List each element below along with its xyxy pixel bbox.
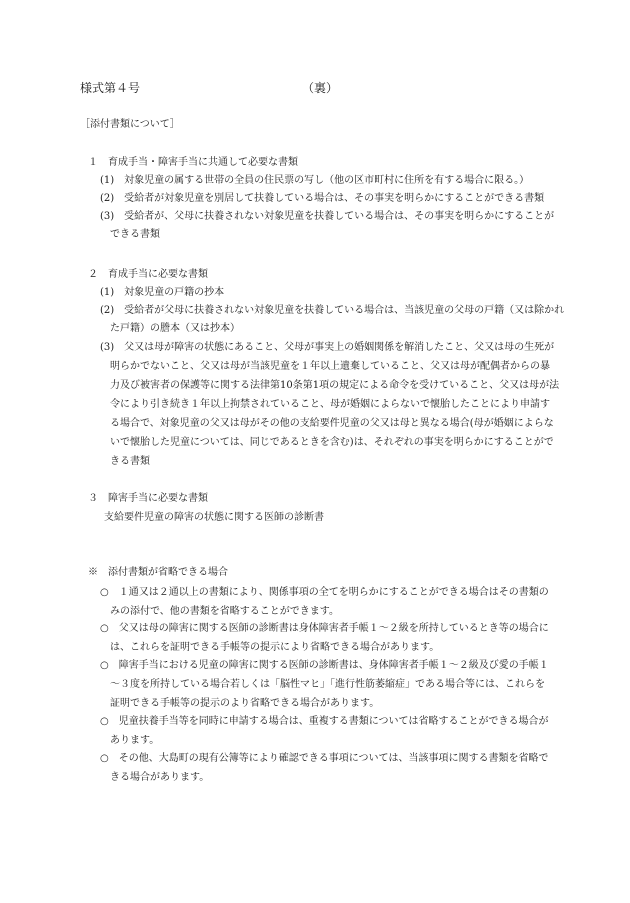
section-1-item-3: (3) 受給者が、父母に扶養されない対象児童を扶養している場合は、その事実を明らかにすることが [100,211,555,222]
section-2-item-3-line-6: いで懐胎した児童については、同じであるときを含む)は、それぞれの事実を明らかにすることがで [110,437,554,448]
section-1-item-1: (1) 対象児童の属する世帯の全員の住民票の写し（他の区市町村に住所を有する場合に限る。） [100,175,530,186]
section-2-item-3-line-3: 力及び被害者の保護等に関する法律第10条第1項の規定による命令を受けていること、父又は母が法 [110,380,560,391]
note-4-cont: あります。 [110,735,160,746]
note-3: ○ 障害手当における児童の障害に関する医師の診断書は、身体障害者手帳１～２級及び愛の手帳１ [100,660,549,671]
note-3-line-2: ～３度を所持している場合若しくは「脳性マヒ」「進行性筋萎縮症」である場合等には、これらを [110,679,545,690]
page-side-label: （裏） [302,81,339,95]
note-3-line-3: 証明できる手帳等の提示のより省略できる場合があります。 [110,698,380,709]
section-2-item-2: (2) 受給者が父母に扶養されない対象児童を扶養している場合は、当該児童の父母の戸籍（又は除かれ [100,305,565,316]
section-2-item-2-cont: た戸籍）の謄本（又は抄本） [110,323,240,334]
section-1-heading: １ 育成手当・障害手当に共通して必要な書類 [88,157,298,168]
section-3-body: 支給要件児童の障害の状態に関する医師の診断書 [104,512,324,523]
attachment-section-title: ［添付書類について］ [80,119,180,130]
note-2-cont: は、これらを証明できる手帳等の提示により省略できる場合があります。 [110,642,440,653]
section-3-heading: ３ 障害手当に必要な書類 [88,493,208,504]
note-1: ○ １通又は２通以上の書類により、関係事項の全てを明らかにすることができる場合はその書類の [100,587,549,598]
section-2-item-3-line-5: る場合で、対象児童の父又は母がその他の支給要件児童の父又は母と異なる場合(母が婚姻によらな [110,418,554,429]
note-1-cont: みの添付で、他の書類を省略することができます。 [110,606,339,617]
section-2-item-3-line-7: きる書類 [110,456,150,467]
section-1-item-2: (2) 受給者が対象児童を別居して扶養している場合は、その事実を明らかにすることができる書類 [100,193,545,204]
section-1-item-3-cont: できる書類 [110,229,160,240]
section-2-heading: ２ 育成手当に必要な書類 [88,269,208,280]
note-2: ○ 父又は母の障害に関する医師の診断書は身体障害者手帳１～２級を所持しているとき等の場合に [100,623,549,634]
omission-notes-heading: ※ 添付書類が省略できる場合 [88,567,228,578]
note-4: ○ 児童扶養手当等を同時に申請する場合は、重複する書類については省略することができる場合が [100,716,549,727]
section-2-item-3-line-4: 令により引き続き１年以上拘禁されていること、母が婚姻によらないで懐胎したことにより申請す [110,399,550,410]
form-number: 様式第４号 [80,81,141,95]
note-5-cont: きる場合があります。 [110,772,210,783]
section-2-item-3: (3) 父又は母が障害の状態にあること、父母が事実上の婚姻関係を解消したこと、父又は母の生死が [100,342,555,353]
note-5: ○ その他、大島町の現有公簿等により確認できる事項については、当該事項に関する書類を省略で [100,753,549,764]
section-2-item-3-line-2: 明らかでないこと、父又は母が当該児童を１年以上遺棄していること、父又は母が配偶者からの暴 [110,361,550,372]
section-2-item-1: (1) 対象児童の戸籍の抄本 [100,287,225,298]
